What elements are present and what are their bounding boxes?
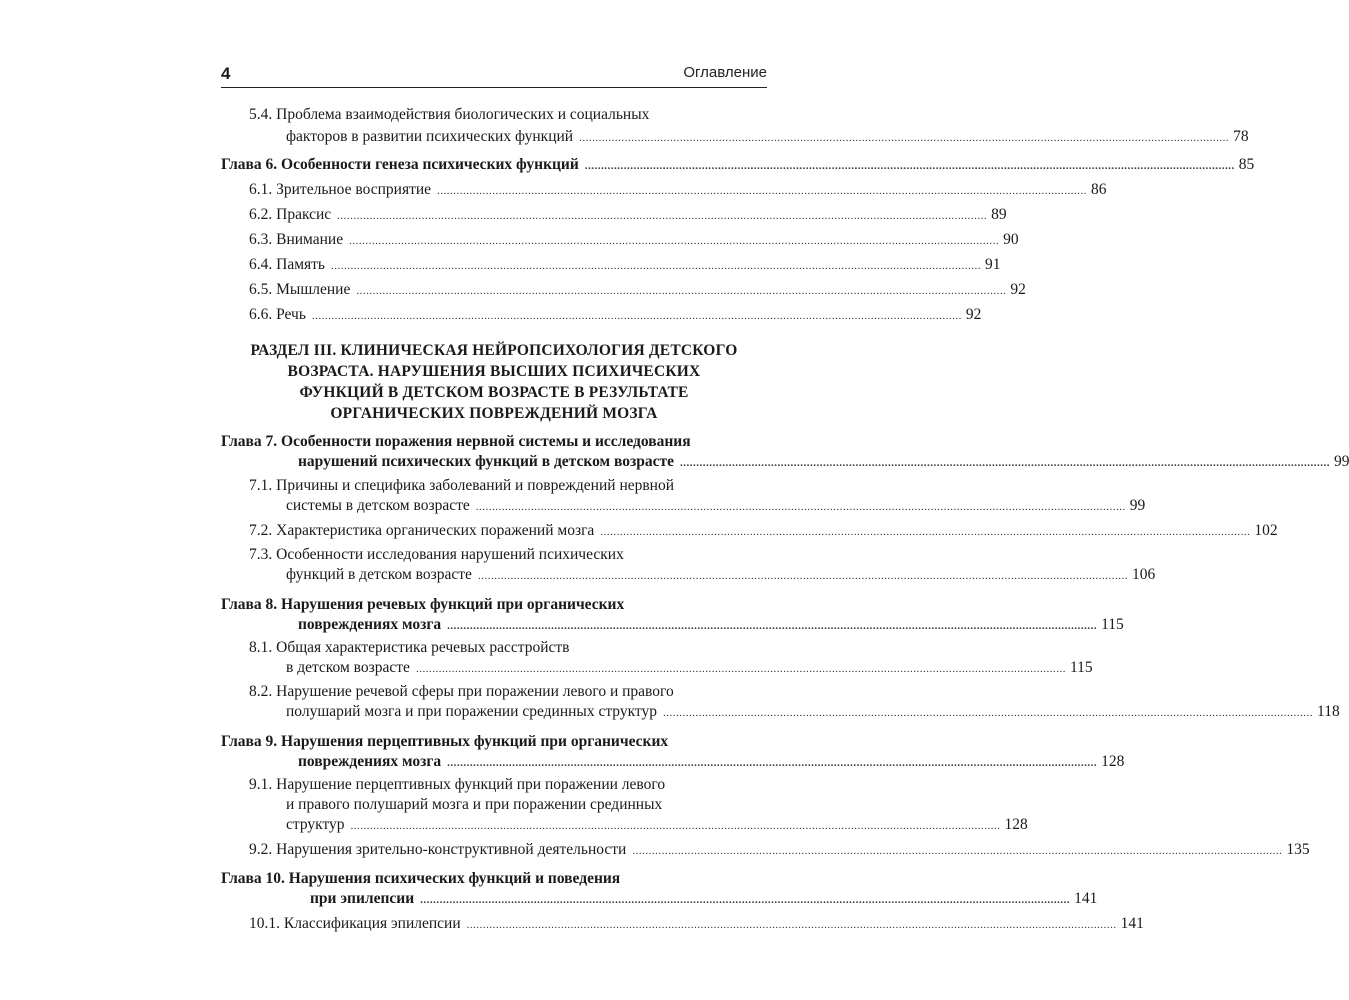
toc-chapter-9[interactable] — [298, 751, 1125, 773]
leader-dots: ........................................................................................................................................................................................................ — [579, 132, 1230, 144]
toc-entry-7-3-line1: 7.3. Особенности исследования нарушений психических — [249, 546, 624, 563]
section-heading[interactable] — [221, 340, 767, 424]
toc-entry-9-2[interactable] — [249, 839, 1310, 861]
leader-dots: ........................................................................................................................................................................................................ — [437, 185, 1088, 197]
page-number: 4 — [221, 64, 231, 83]
toc-page-number: 128 — [1101, 753, 1125, 770]
toc-entry-label: полушарий мозга и при поражении срединных структур — [286, 703, 658, 720]
toc-entry-label: функций в детском возрасте — [286, 566, 472, 583]
leader-dots: ........................................................................................................................................................................................................ — [632, 845, 1283, 857]
leader-dots: ........................................................................................................................................................................................................ — [349, 235, 1000, 247]
toc-page-number: 115 — [1101, 616, 1124, 633]
toc-entry-5-4-line1: 5.4. Проблема взаимодействия биологических и социальных — [249, 106, 650, 123]
leader-dots: ........................................................................................................................................................................................................ — [337, 210, 988, 222]
toc-chapter-7-line1: Глава 7. Особенности поражения нервной системы и исследования — [221, 433, 691, 450]
section-heading-line: ОРГАНИЧЕСКИХ ПОВРЕЖДЕНИЙ МОЗГА — [330, 405, 658, 422]
toc-chapter-label: нарушений психических функций в детском возрасте — [298, 453, 674, 470]
toc-page-number: 99 — [1333, 453, 1349, 470]
toc-chapter-10[interactable] — [310, 888, 1098, 910]
toc-chapter-7[interactable] — [298, 451, 1349, 473]
section-heading-line: РАЗДЕЛ III. КЛИНИЧЕСКАЯ НЕЙРОПСИХОЛОГИЯ ДЕТСКОГО — [250, 342, 738, 359]
toc-page-number: 128 — [1004, 816, 1028, 833]
toc-page-number: 141 — [1074, 890, 1098, 907]
toc-chapter-6[interactable] — [221, 154, 1255, 176]
toc-entry-label: в детском возрасте — [286, 659, 410, 676]
leader-dots: ........................................................................................................................................................................................................ — [350, 820, 1001, 832]
leader-dots: ........................................................................................................................................................................................................ — [477, 570, 1128, 582]
toc-chapter-label: при эпилепсии — [310, 890, 415, 907]
leader-dots: ........................................................................................................................................................................................................ — [330, 260, 981, 272]
leader-dots: ........................................................................................................................................................................................................ — [415, 663, 1066, 675]
running-header-title: Оглавление — [683, 64, 767, 81]
leader-dots: ........................................................................................................................................................................................................ — [663, 707, 1314, 719]
toc-entry-label: 6.1. Зрительное восприятие — [249, 181, 432, 198]
leader-dots: ........................................................................................................................................................................................................ — [600, 526, 1251, 538]
leader-dots: ........................................................................................................................................................................................................ — [447, 620, 1098, 632]
section-heading-line: ВОЗРАСТА. НАРУШЕНИЯ ВЫСШИХ ПСИХИЧЕСКИХ — [287, 363, 701, 380]
toc-entry-8-2-line1: 8.2. Нарушение речевой сферы при поражении левого и правого — [249, 683, 674, 700]
toc-page-number: 86 — [1091, 181, 1107, 198]
toc-entry-9-1-line1: 9.1. Нарушение перцептивных функций при поражении левого — [249, 776, 666, 793]
toc-page-number: 92 — [1010, 281, 1026, 298]
toc-entry-label: структур — [286, 816, 345, 833]
toc-entry-7-3[interactable] — [286, 564, 1156, 586]
toc-page-number: 106 — [1131, 566, 1156, 583]
toc-entry-8-2[interactable] — [286, 701, 1340, 723]
toc-page-number: 85 — [1238, 156, 1255, 173]
toc-entry-label: 6.3. Внимание — [249, 231, 344, 248]
header-rule — [221, 87, 767, 88]
toc-entry-9-1-line2: и правого полушарий мозга и при поражении срединных — [286, 796, 663, 813]
toc-entry-label: факторов в развитии психических функций — [286, 128, 574, 145]
toc-chapter-label: повреждениях мозга — [298, 616, 442, 633]
toc-page-number: 141 — [1120, 915, 1144, 932]
toc-page-number: 115 — [1069, 659, 1093, 676]
toc-entry-6-1[interactable] — [249, 179, 1107, 201]
toc-entry-label: 7.2. Характеристика органических поражений мозга — [249, 522, 595, 539]
toc-entry-label: 6.2. Праксис — [249, 206, 332, 223]
toc-page-number: 92 — [965, 306, 982, 323]
toc-entry-label: 9.2. Нарушения зрительно-конструктивной деятельности — [249, 841, 627, 858]
toc-entry-label: 6.6. Речь — [249, 306, 306, 323]
toc-entry-8-1[interactable] — [286, 657, 1093, 679]
toc-entry-label: системы в детском возрасте — [286, 497, 470, 514]
toc-page-number: 118 — [1317, 703, 1340, 720]
leader-dots: ........................................................................................................................................................................................................ — [466, 919, 1117, 931]
toc-page-number: 99 — [1129, 497, 1146, 514]
toc-page-number: 90 — [1003, 231, 1019, 248]
leader-dots: ........................................................................................................................................................................................................ — [475, 501, 1126, 513]
toc-entry-9-1[interactable] — [286, 814, 1028, 836]
leader-dots: ........................................................................................................................................................................................................ — [356, 285, 1007, 297]
toc-page-number: 135 — [1286, 841, 1310, 858]
toc-chapter-10-line1: Глава 10. Нарушения психических функций и поведения — [221, 870, 621, 887]
toc-page-number: 89 — [991, 206, 1007, 223]
section-heading-line: ФУНКЦИЙ В ДЕТСКОМ ВОЗРАСТЕ В РЕЗУЛЬТАТЕ — [299, 384, 689, 401]
toc-entry-label: 6.5. Мышление — [249, 281, 351, 298]
toc-entry-7-2[interactable] — [249, 520, 1278, 542]
toc-page-number: 102 — [1254, 522, 1278, 539]
toc-entry-10-1[interactable] — [249, 913, 1144, 935]
toc-chapter-label: повреждениях мозга — [298, 753, 442, 770]
toc-entry-8-1-line1: 8.1. Общая характеристика речевых расстройств — [249, 639, 570, 656]
leader-dots: ........................................................................................................................................................................................................ — [584, 160, 1235, 172]
toc-entry-5-4[interactable] — [286, 126, 1249, 148]
leader-dots: ........................................................................................................................................................................................................ — [420, 894, 1071, 906]
toc-entry-6-4[interactable] — [249, 254, 1001, 276]
leader-dots: ........................................................................................................................................................................................................ — [447, 757, 1098, 769]
toc-page-number: 91 — [984, 256, 1001, 273]
toc-entry-label: 10.1. Классификация эпилепсии — [249, 915, 461, 932]
toc-entry-6-5[interactable] — [249, 279, 1026, 301]
toc-chapter-8[interactable] — [298, 614, 1124, 636]
leader-dots: ........................................................................................................................................................................................................ — [311, 310, 962, 322]
toc-chapter-label: Глава 6. Особенности генеза психических функций — [221, 156, 579, 173]
toc-entry-7-1-line1: 7.1. Причины и специфика заболеваний и повреждений нервной — [249, 477, 675, 494]
toc-page-number: 78 — [1233, 128, 1249, 145]
toc-chapter-8-line1: Глава 8. Нарушения речевых функций при органических — [221, 596, 625, 613]
leader-dots: ........................................................................................................................................................................................................ — [679, 457, 1330, 469]
toc-entry-6-6[interactable] — [249, 304, 982, 326]
toc-entry-6-3[interactable] — [249, 229, 1019, 251]
toc-entry-label: 6.4. Память — [249, 256, 325, 273]
toc-entry-7-1[interactable] — [286, 495, 1146, 517]
toc-entry-6-2[interactable] — [249, 204, 1007, 226]
toc-chapter-9-line1: Глава 9. Нарушения перцептивных функций при органических — [221, 733, 669, 750]
